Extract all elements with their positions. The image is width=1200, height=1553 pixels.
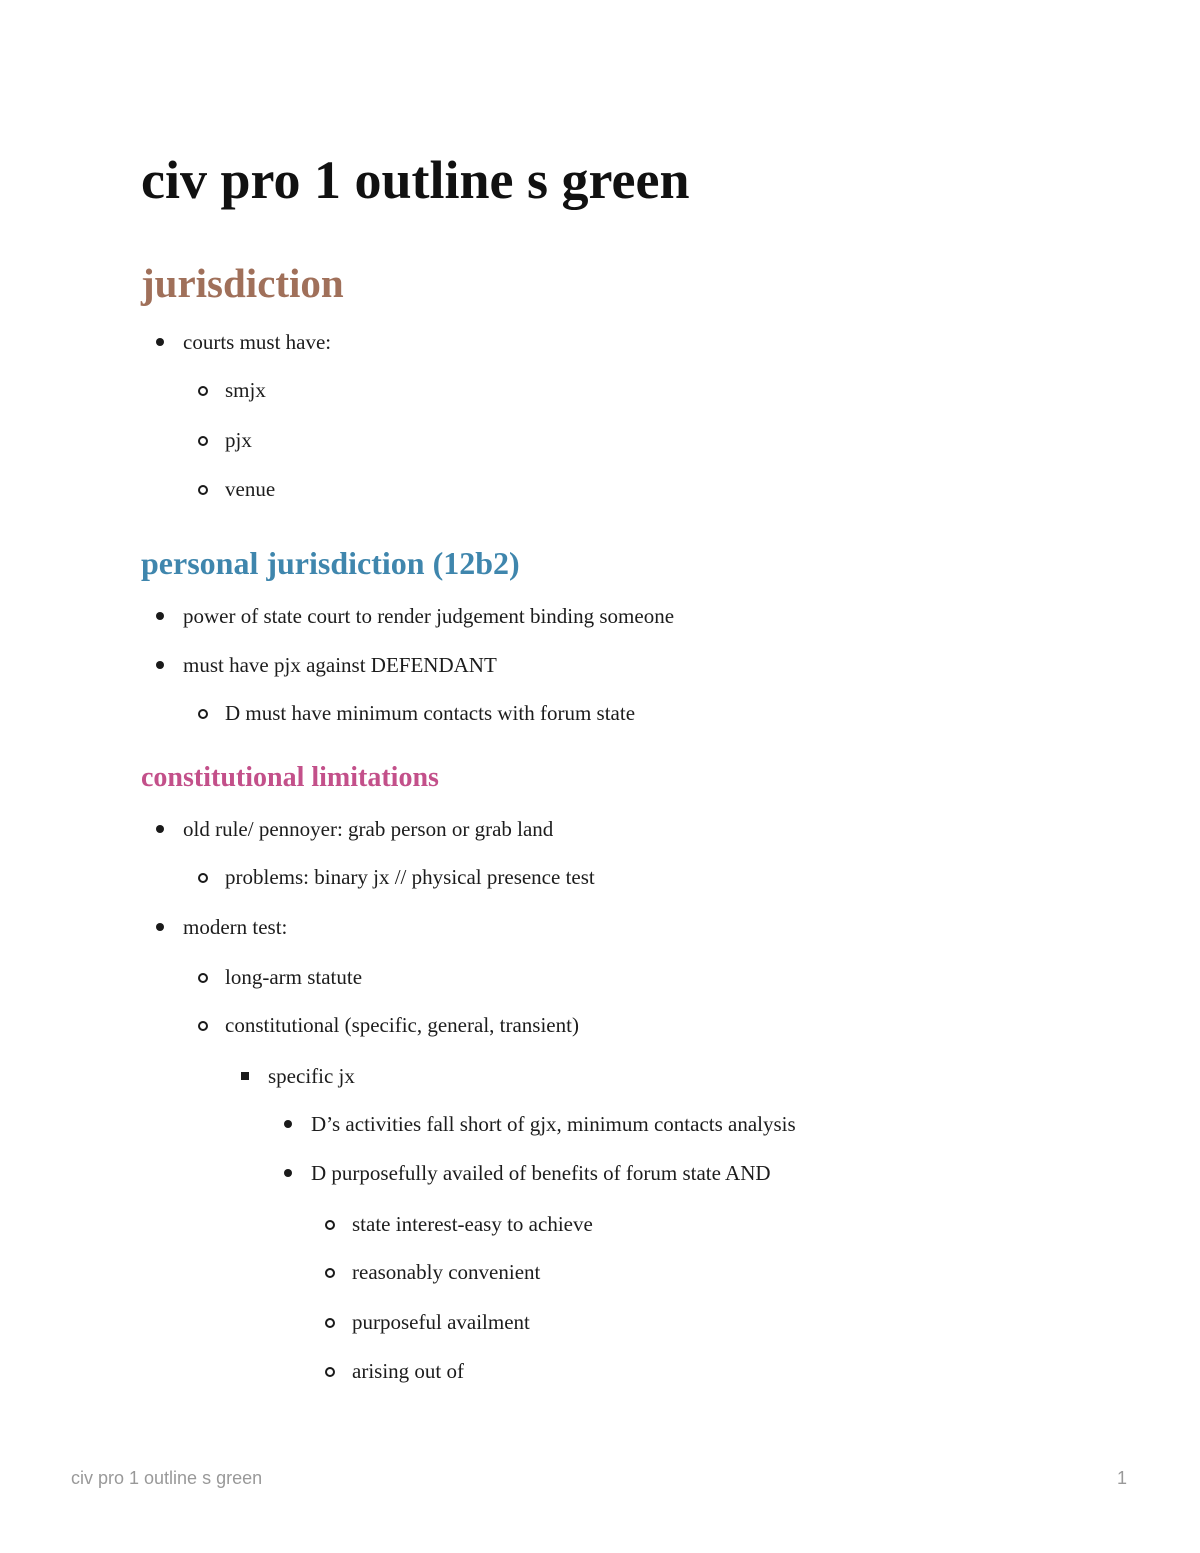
list-item: D must have minimum contacts with forum state [225, 701, 636, 725]
list-item: long-arm statute [225, 965, 363, 989]
bullet-circle-icon [198, 1021, 208, 1031]
bullet-disc-icon [156, 825, 164, 833]
bullet-circle-icon [198, 973, 208, 983]
list-item: smjx [225, 378, 266, 402]
bullet-circle-icon [198, 386, 208, 396]
list-item: state interest-easy to achieve [352, 1212, 593, 1236]
heading-constitutional-limitations: constitutional limitations [141, 762, 439, 793]
list-item: power of state court to render judgement binding someone [183, 604, 675, 628]
bullet-disc-icon [156, 612, 164, 620]
list-item: modern test: [183, 915, 288, 939]
list-item: D purposefully availed of benefits of forum state AND [311, 1161, 771, 1185]
bullet-circle-icon [198, 873, 208, 883]
bullet-disc-icon [284, 1120, 292, 1128]
footer-title: civ pro 1 outline s green [71, 1468, 263, 1488]
bullet-circle-icon [198, 436, 208, 446]
list-item: venue [225, 477, 276, 501]
list-item: purposeful availment [352, 1310, 530, 1334]
document-title: civ pro 1 outline s green [141, 150, 690, 210]
heading-jurisdiction: jurisdiction [141, 260, 344, 306]
list-item: constitutional (specific, general, transient) [225, 1013, 579, 1037]
bullet-disc-icon [284, 1169, 292, 1177]
list-item: D’s activities fall short of gjx, minimum contacts analysis [311, 1112, 796, 1136]
list-item: problems: binary jx // physical presence test [225, 865, 595, 889]
bullet-circle-icon [325, 1268, 335, 1278]
bullet-disc-icon [156, 923, 164, 931]
list-item: courts must have: [183, 330, 332, 354]
list-item: arising out of [352, 1359, 464, 1383]
bullet-circle-icon [198, 485, 208, 495]
list-item: pjx [225, 428, 252, 452]
list-item: specific jx [268, 1064, 355, 1088]
list-item: old rule/ pennoyer: grab person or grab land [183, 817, 554, 841]
bullet-circle-icon [325, 1318, 335, 1328]
page-number: 1 [1117, 1468, 1128, 1488]
bullet-disc-icon [156, 661, 164, 669]
bullet-circle-icon [198, 709, 208, 719]
bullet-circle-icon [325, 1367, 335, 1377]
bullet-circle-icon [325, 1220, 335, 1230]
heading-personal-jurisdiction: personal jurisdiction (12b2) [141, 545, 520, 581]
list-item: must have pjx against DEFENDANT [183, 653, 497, 677]
bullet-disc-icon [156, 338, 164, 346]
list-item: reasonably convenient [352, 1260, 541, 1284]
bullet-square-icon [241, 1072, 249, 1080]
